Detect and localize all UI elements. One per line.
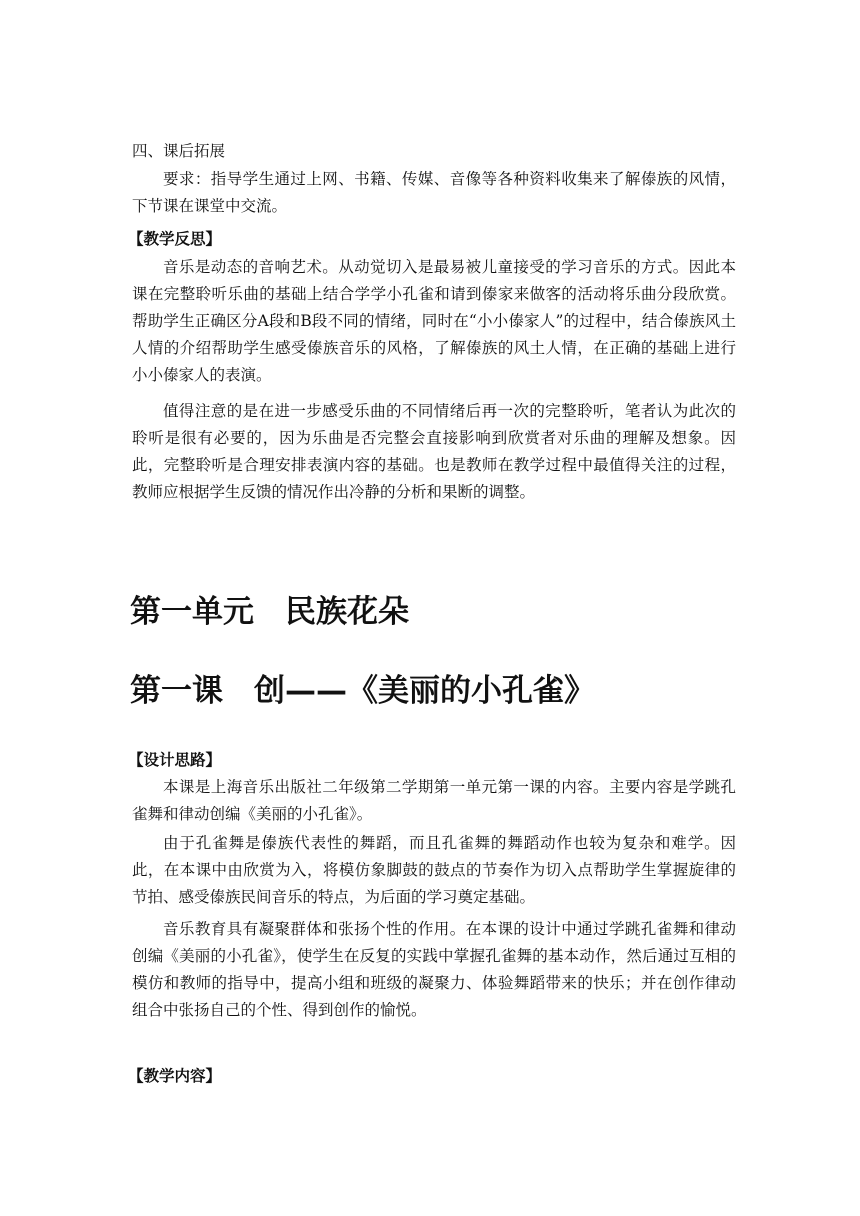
design-paragraph-1: 本课是上海音乐出版社二年级第二学期第一单元第一课的内容。主要内容是学跳孔雀舞和律动创编《美丽的小孔雀》。 (132, 778, 736, 823)
design-label: 【设计思路】 (128, 751, 222, 769)
extension-requirement: 要求：指导学生通过上网、书籍、传媒、音像等各种资料收集来了解傣族的风情，下节课在课堂中交流。 (132, 170, 736, 215)
lesson-heading: 第一课 创——《美丽的小孔雀》 (130, 673, 595, 709)
design-paragraph-2: 由于孔雀舞是傣族代表性的舞蹈，而且孔雀舞的舞蹈动作也较为复杂和难学。因此，在本课中由欣赏为入，将模仿象脚鼓的鼓点的节奏作为切入点帮助学生掌握旋律的节拍、感受傣族民间音乐的特点，为后面的学习奠定基础。 (132, 834, 736, 906)
reflection-paragraph-2: 值得注意的是在进一步感受乐曲的不同情绪后再一次的完整聆听，笔者认为此次的聆听是很有必要的，因为乐曲是否完整会直接影响到欣赏者对乐曲的理解及想象。因此，完整聆听是合理安排表演内容的基础。也是教师在教学过程中最值得关注的过程，教师应根据学生反馈的情况作出冷静的分析和果断的调整。 (132, 402, 736, 501)
unit-heading: 第一单元 民族花朵 (130, 594, 409, 630)
extension-title: 四、课后拓展 (132, 142, 226, 160)
content-label: 【教学内容】 (128, 1067, 222, 1085)
design-paragraph-3: 音乐教育具有凝聚群体和张扬个性的作用。在本课的设计中通过学跳孔雀舞和律动创编《美丽的小孔雀》，使学生在反复的实践中掌握孔雀舞的基本动作，然后通过互相的模仿和教师的指导中，提高小组和班级的凝聚力、体验舞蹈带来的快乐；并在创作律动组合中张扬自己的个性、得到创作的愉悦。 (132, 920, 736, 1019)
reflection-label: 【教学反思】 (128, 230, 222, 248)
reflection-paragraph-1: 音乐是动态的音响艺术。从动觉切入是最易被儿童接受的学习音乐的方式。因此本课在完整聆听乐曲的基础上结合学学小孔雀和请到傣家来做客的活动将乐曲分段欣赏。帮助学生正确区分A段和B段不同的情绪，同时在“小小傣家人”的过程中，结合傣族风土人情的介绍帮助学生感受傣族音乐的风格，了解傣族的风土人情，在正确的基础上进行小小傣家人的表演。 (132, 258, 736, 384)
